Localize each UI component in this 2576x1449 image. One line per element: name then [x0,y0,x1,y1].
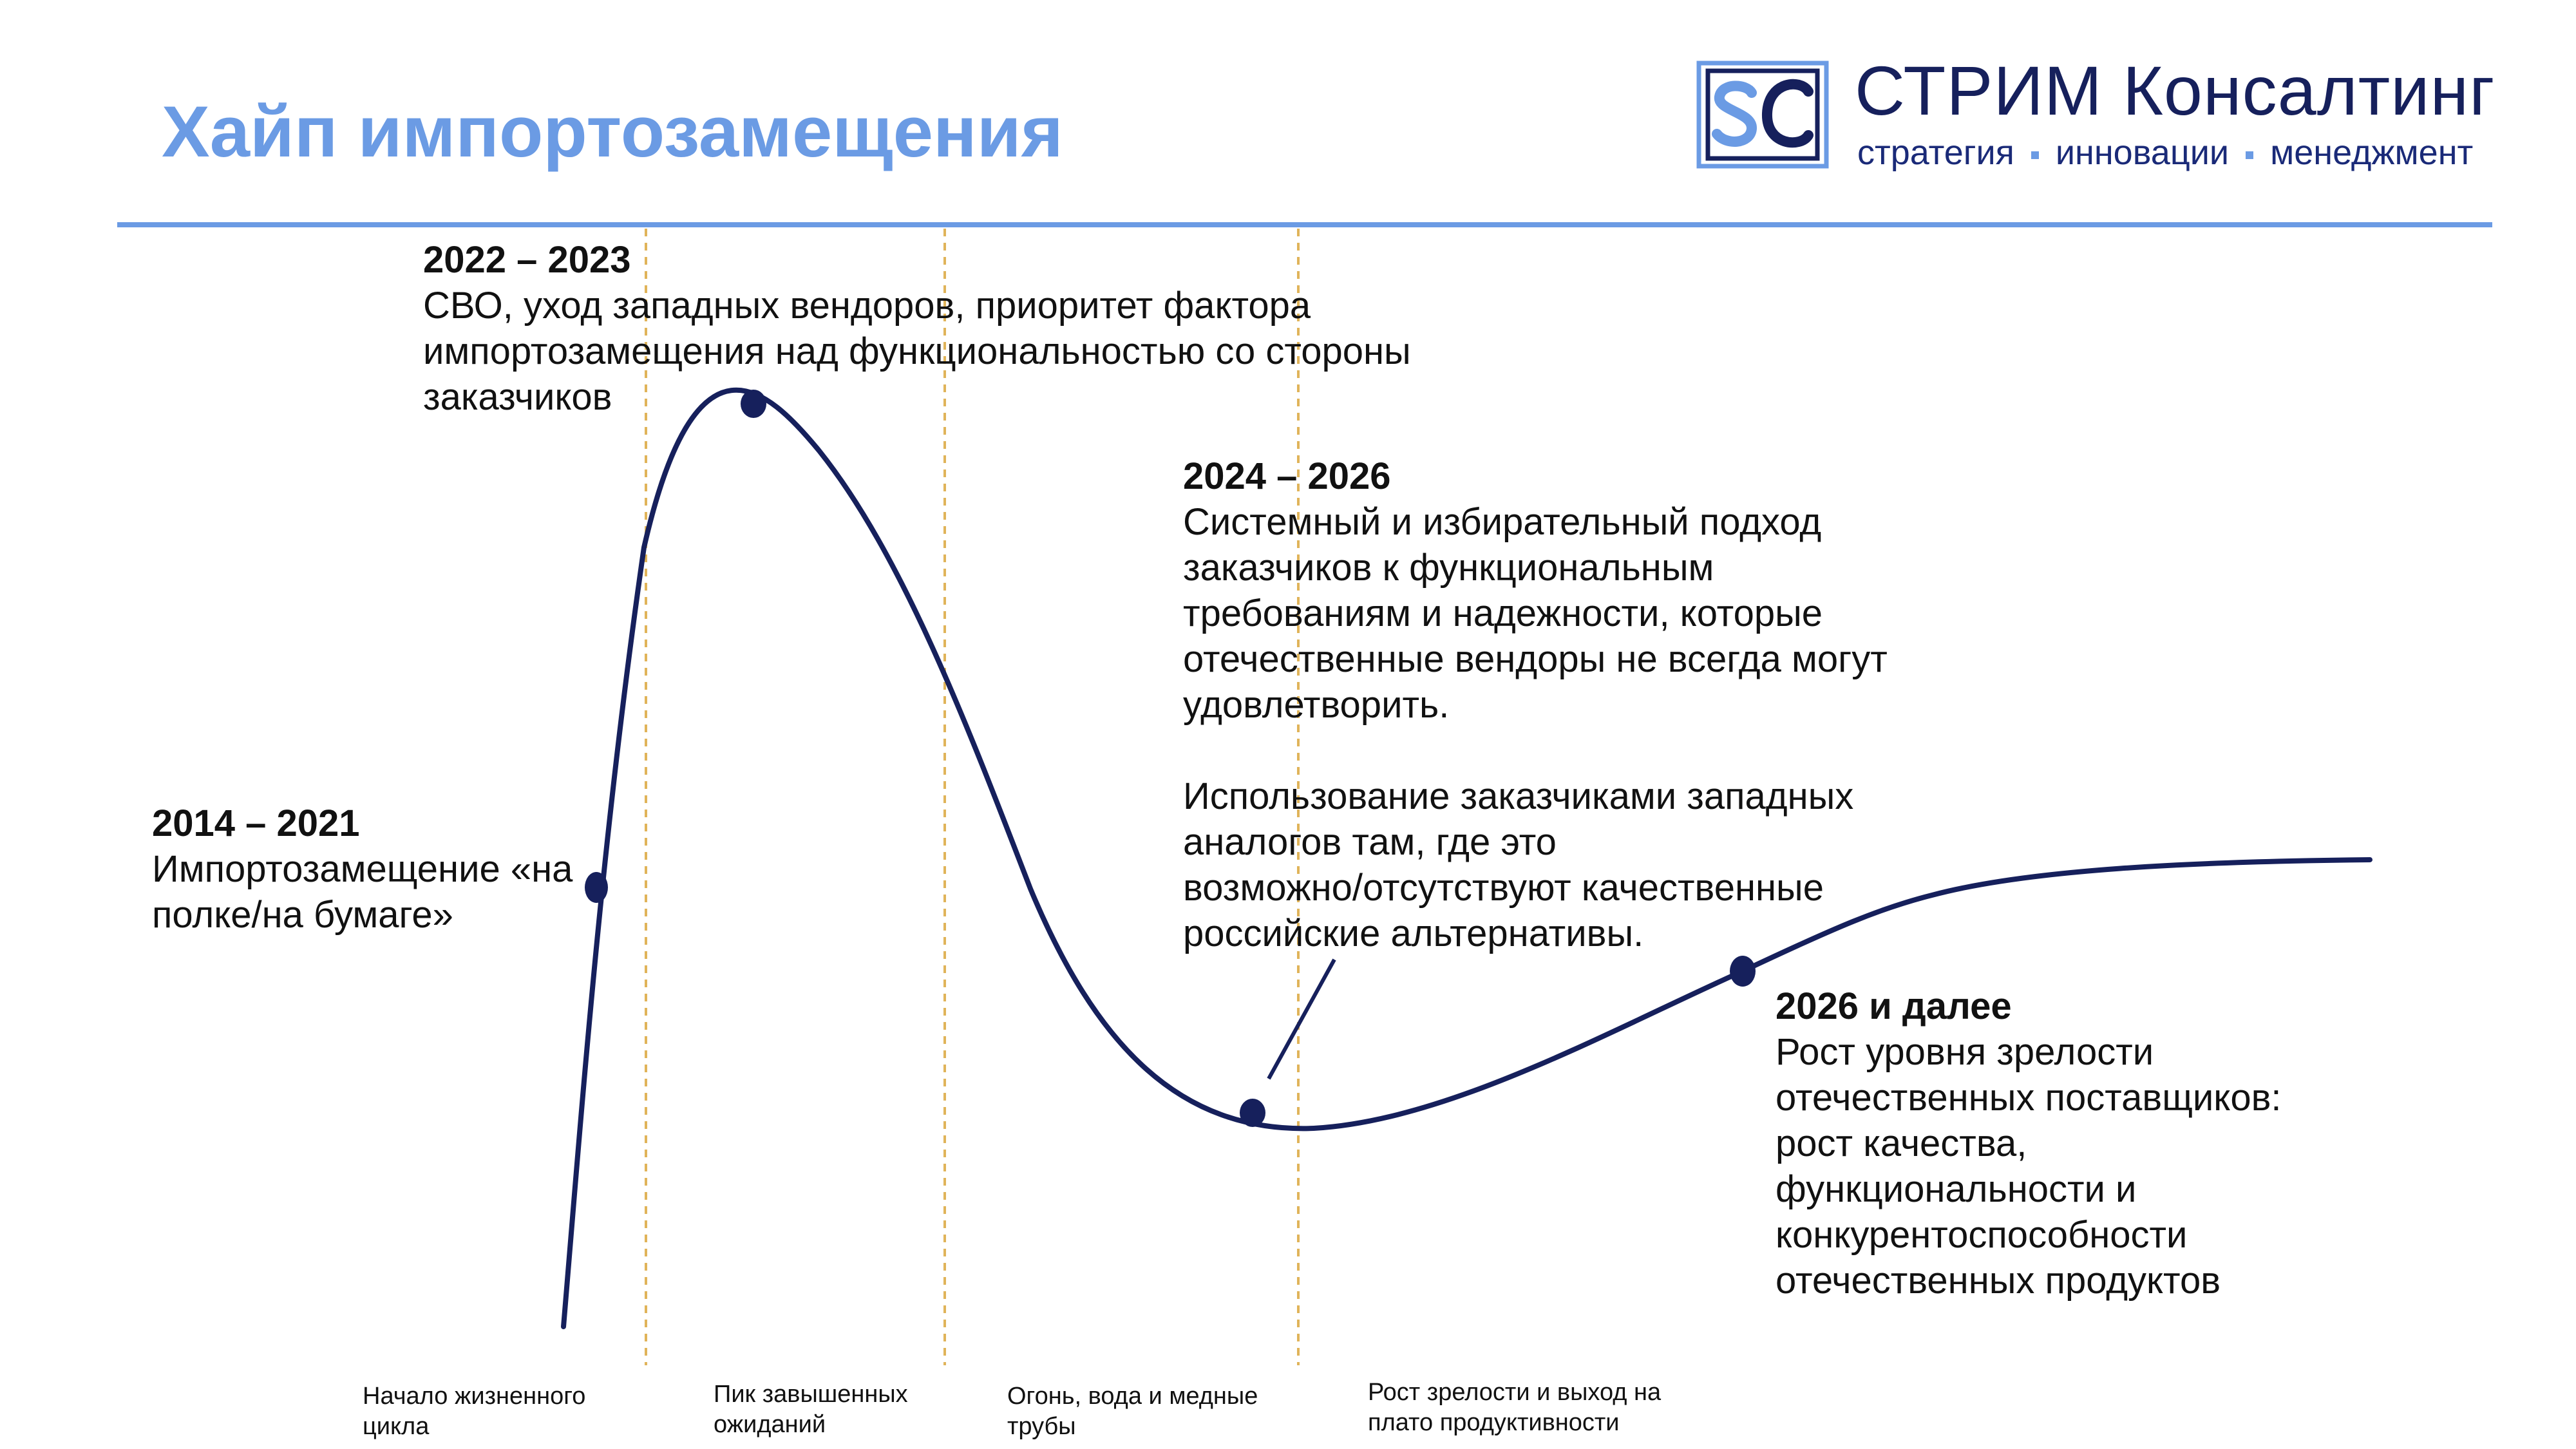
annotation-2024 [1183,453,1888,956]
brand-name: СТРИМ Консалтинг [1855,52,2496,129]
annotation-2024-extra-line: возможно/отсутствуют качественные [1183,867,1824,909]
phase-label-trough [1007,1381,1258,1442]
annotation-2024-line: Системный и избирательный подход [1183,501,1822,543]
annotation-2026-year: 2026 и далее [1776,985,2012,1027]
annotation-2014-year: 2014 – 2021 [152,802,360,844]
annotation-2014-line: Импортозамещение «на [152,848,573,890]
phase-label-line: ожиданий [714,1411,826,1438]
annotation-2024-extra-line: Использование заказчиками западных [1183,775,1854,817]
milestone-2026 [1730,956,1756,987]
annotation-2026-line: отечественных поставщиков: [1776,1077,2282,1119]
annotation-2022-line: импортозамещения над функциональностью со стороны [423,330,1411,372]
annotation-2022-line: СВО, уход западных вендоров, приоритет фактора [423,285,1311,327]
milestone-2024 [1240,1099,1265,1127]
annotation-2024-extra-line: российские альтернативы. [1183,913,1644,954]
phase-label-peak [714,1379,908,1440]
page-title: Хайп импортозамещения [162,91,1063,172]
annotation-2024-extra-line: аналогов там, где это [1183,821,1557,863]
phase-label-line: Начало жизненного [363,1383,586,1410]
phase-label-line: цикла [363,1413,430,1440]
phase-label-line: трубы [1007,1413,1076,1440]
phase-label-plateau [1368,1378,1661,1438]
tagline-management: менеджмент [2270,133,2474,172]
annotation-2024-line: требованиям и надежности, которые [1183,592,1823,634]
annotation-2026-line: функциональности и [1776,1168,2137,1210]
phase-label-line: Рост зрелости и выход на [1368,1379,1662,1406]
annotation-2024-line: отечественные вендоры не всегда могут [1183,638,1888,680]
annotation-2014-line: полке/на бумаге» [152,894,453,936]
tagline-strategy: стратегия [1857,133,2014,172]
annotation-2024-year: 2024 – 2026 [1183,455,1391,497]
phase-label-line: Огонь, вода и медные [1007,1383,1258,1410]
phase-label-line: Пик завышенных [714,1381,908,1408]
annotation-2022-year: 2022 – 2023 [423,239,631,281]
annotation-2024-line: удовлетворить. [1183,684,1450,726]
tagline-innovation: инновации [2055,133,2230,172]
annotation-2026 [1776,983,2282,1303]
annotation-2022 [423,237,1411,420]
annotation-2024-line: заказчиков к функциональным [1183,547,1714,589]
annotation-2026-line: Рост уровня зрелости [1776,1031,2154,1073]
annotation-2026-line: отечественных продуктов [1776,1260,2221,1302]
annotation-2026-line: рост качества, [1776,1122,2027,1164]
callout-line [1269,960,1334,1079]
annotation-2014 [152,800,573,938]
phase-label-line: плато продуктивности [1368,1409,1620,1436]
milestone-2014 [585,872,608,903]
annotation-2022-line: заказчиков [423,376,612,418]
annotation-2026-line: конкурентоспособности [1776,1214,2188,1256]
phase-label-start [363,1381,585,1442]
